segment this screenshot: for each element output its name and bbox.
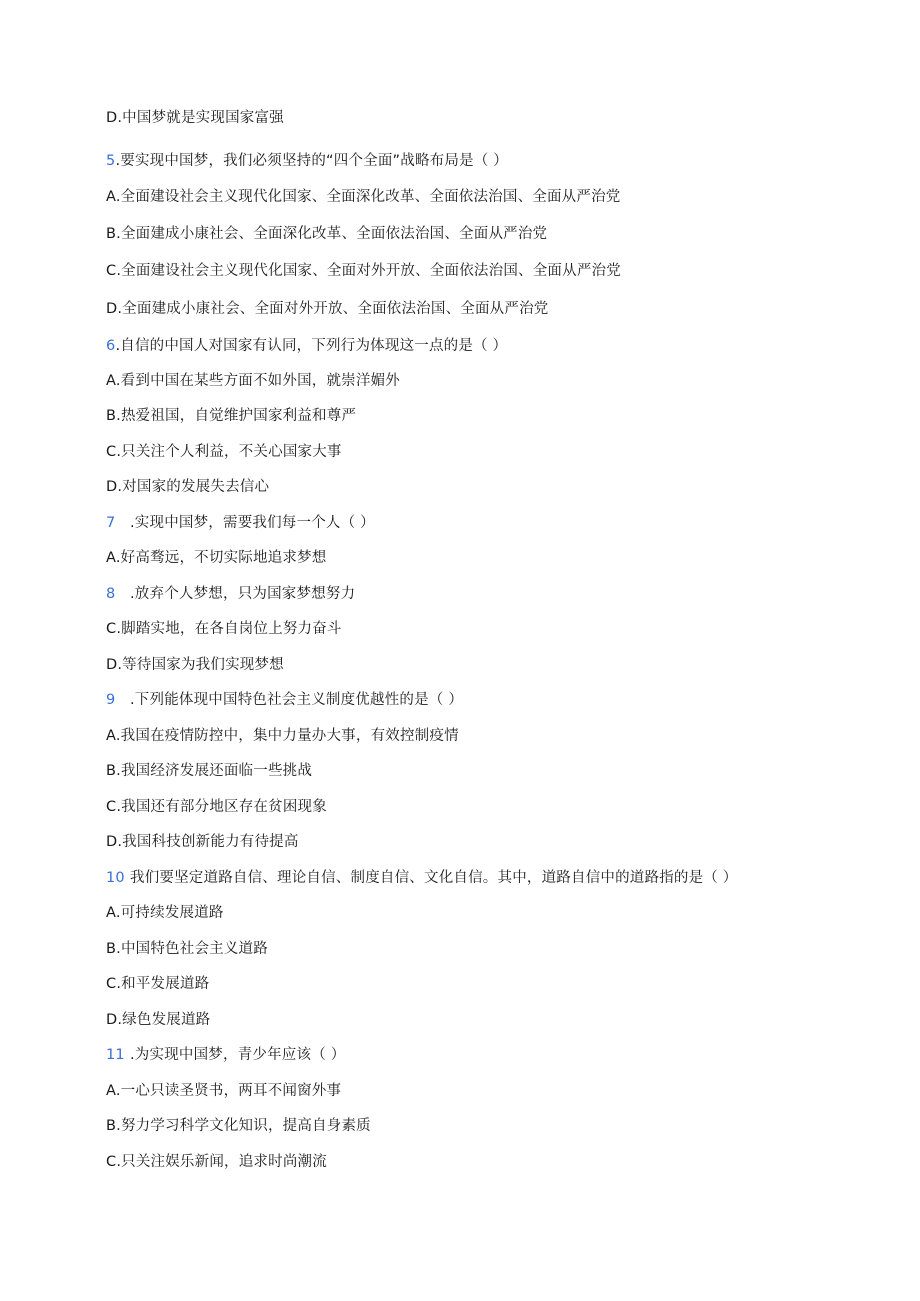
- option-line: C.和平发展道路: [106, 976, 210, 992]
- option-line: C.只关注个人利益，不关心国家大事: [106, 444, 342, 460]
- option-line: A.好高骛远，不切实际地追求梦想: [106, 550, 327, 566]
- question-number: 11: [106, 1047, 125, 1063]
- option-line: B.中国特色社会主义道路: [106, 941, 268, 957]
- option-line: D.全面建成小康社会、全面对外开放、全面依法治国、全面从严治党: [106, 301, 549, 317]
- question-number: 10: [106, 870, 125, 886]
- option-line: A.我国在疫情防控中，集中力量办大事，有效控制疫情: [106, 728, 459, 744]
- question-line: 9 .下列能体现中国特色社会主义制度优越性的是（ ）: [106, 692, 464, 708]
- option-line: C.全面建设社会主义现代化国家、全面对外开放、全面依法治国、全面从严治党: [106, 263, 621, 279]
- option-line: A.可持续发展道路: [106, 905, 224, 921]
- option-line: D.等待国家为我们实现梦想: [106, 657, 284, 673]
- option-line: B.努力学习科学文化知识，提高自身素质: [106, 1118, 371, 1134]
- option-line: A.一心只读圣贤书，两耳不闻窗外事: [106, 1083, 342, 1099]
- question-number: 8: [106, 586, 116, 602]
- option-line: A.看到中国在某些方面不如外国，就崇洋媚外: [106, 373, 400, 389]
- option-line: C.我国还有部分地区存在贫困现象: [106, 799, 327, 815]
- question-line: 6.自信的中国人对国家有认同，下列行为体现这一点的是（ ）: [106, 338, 508, 354]
- question-line: 10 我们要坚定道路自信、理论自信、制度自信、文化自信。其中，道路自信中的道路指的是（ ）: [106, 870, 738, 886]
- question-line: 8 .放弃个人梦想，只为国家梦想努力: [106, 586, 356, 602]
- option-line: C.只关注娱乐新闻，追求时尚潮流: [106, 1154, 327, 1170]
- question-number: 7: [106, 515, 116, 531]
- option-line: C.脚踏实地，在各自岗位上努力奋斗: [106, 621, 342, 637]
- option-line: D.绿色发展道路: [106, 1012, 211, 1028]
- question-line: 11 .为实现中国梦，青少年应该（ ）: [106, 1047, 346, 1063]
- question-number: 6: [106, 338, 116, 354]
- option-line: B.我国经济发展还面临一些挑战: [106, 763, 313, 779]
- option-line: D.对国家的发展失去信心: [106, 479, 270, 495]
- question-number: 9: [106, 692, 116, 708]
- question-line: 7 .实现中国梦，需要我们每一个人（ ）: [106, 515, 375, 531]
- option-line: B.热爱祖国，自觉维护国家利益和尊严: [106, 408, 357, 424]
- option-line: B.全面建成小康社会、全面深化改革、全面依法治国、全面从严治党: [106, 226, 548, 242]
- question-number: 5: [106, 153, 116, 169]
- option-line: D.中国梦就是实现国家富强: [106, 110, 284, 126]
- question-line: 5.要实现中国梦，我们必须坚持的“四个全面”战略布局是（ ）: [106, 153, 508, 169]
- option-line: D.我国科技创新能力有待提高: [106, 834, 299, 850]
- option-line: A.全面建设社会主义现代化国家、全面深化改革、全面依法治国、全面从严治党: [106, 189, 621, 205]
